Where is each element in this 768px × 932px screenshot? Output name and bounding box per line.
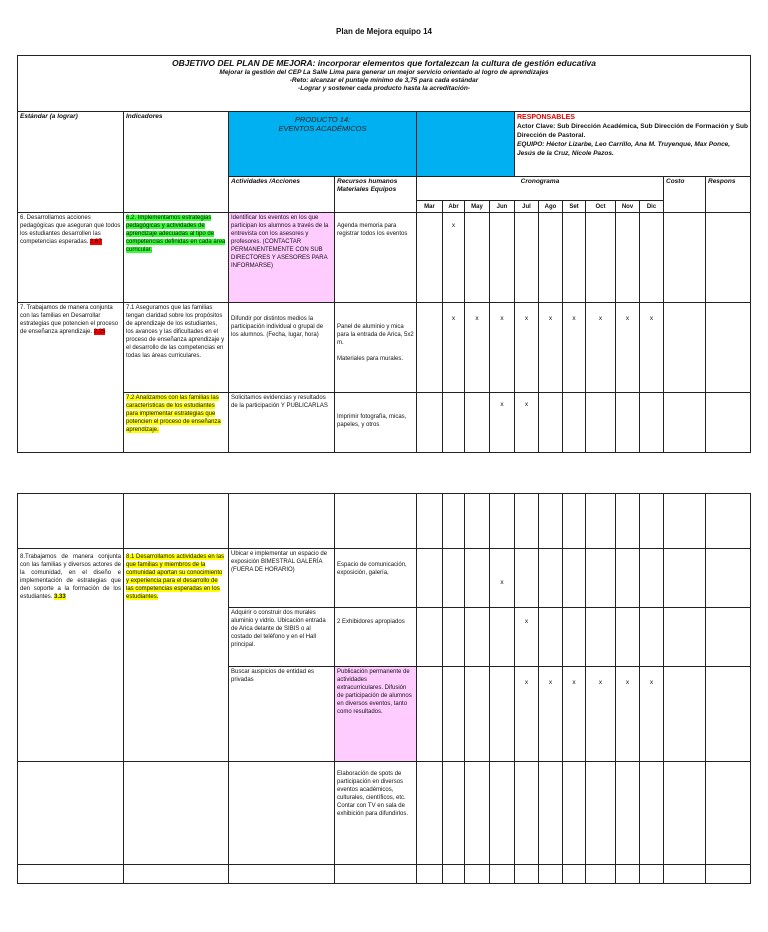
mark-cell [563, 549, 586, 608]
month-ago: Ago [539, 201, 563, 213]
responsables-title: RESPONSABLES [517, 114, 575, 121]
estandar-cell [18, 213, 124, 303]
header-actividades: Actividades /Acciones [229, 177, 335, 213]
header-costo: Costo [664, 177, 706, 213]
mark-cell: x [490, 549, 515, 608]
mark-cell [640, 608, 664, 667]
product-label: PRODUCTO 14: [294, 115, 351, 124]
mark-cell: x [616, 667, 640, 762]
mark-cell: x [563, 667, 586, 762]
costo-cell [664, 608, 706, 667]
table-row [18, 393, 751, 453]
mark-cell: x [640, 303, 664, 393]
mark-cell: x [515, 608, 539, 667]
respons-cell [706, 213, 751, 303]
mark-cell [465, 549, 490, 608]
mark-cell [563, 608, 586, 667]
actividad-cell: Solicitamos evidencias y resultados de la participación Y PUBLICARLAS [229, 393, 335, 453]
mark-cell [640, 549, 664, 608]
plan-table-top [17, 55, 751, 453]
mark-cell [563, 393, 586, 453]
mark-cell: x [443, 303, 465, 393]
mark-cell [539, 213, 563, 303]
table-row [18, 762, 751, 865]
month-dic: Dic [640, 201, 664, 213]
mark-cell [616, 549, 640, 608]
mark-cell [443, 608, 465, 667]
mark-cell: x [490, 303, 515, 393]
indicador-text: 7.2 Analizamos con las familias las características de los estudiantes para implementar estrategias que potencien el proceso de enseñanza aprendizaje. [126, 395, 221, 433]
recursos-cell: Elaboración de spots de participación en diversos eventos académicos, culturales, científicos, etc. Contar con TV en sala de exhibición para difundirlos. [335, 762, 417, 865]
mark-cell [443, 393, 465, 453]
table-row [18, 549, 751, 608]
month-may: May [465, 201, 490, 213]
responsables-cell [515, 112, 751, 177]
costo-cell [664, 303, 706, 393]
estandar-cell [18, 303, 124, 453]
mark-cell [465, 608, 490, 667]
product-cell-ext [417, 112, 515, 177]
mark-cell [417, 213, 443, 303]
indicador-cell [124, 213, 229, 303]
mark-cell [616, 608, 640, 667]
table-row [18, 303, 751, 393]
recursos-text: Panel de aluminio y mica para la entrada de Arica, 5x2 m. [337, 324, 414, 346]
mark-cell [539, 608, 563, 667]
month-mar: Mar [417, 201, 443, 213]
indicador-cell [124, 393, 229, 453]
estandar-score: 2.67 [90, 239, 102, 245]
mark-cell [563, 213, 586, 303]
actividad-cell: Identificar los eventos en los que participan los alumnos a través de la entrevista con los asesores y profesores. (CONTACTAR PERMANENTEMENTE CON SUB DIRECTORES Y ASESORES PARA INFORMARSE) [229, 213, 335, 303]
page-title: Plan de Mejora equipo 14 [335, 27, 433, 36]
header-recursos: Recursos humanos Materiales Equipos [335, 177, 417, 213]
mark-cell [586, 213, 616, 303]
mark-cell [586, 393, 616, 453]
mark-cell: x [443, 213, 465, 303]
plan-table-bottom [17, 493, 751, 884]
mark-cell [417, 667, 443, 762]
mark-cell [586, 549, 616, 608]
mark-cell [616, 213, 640, 303]
product-cell [229, 112, 417, 177]
actividad-cell: Buscar auspicios de entidad es privadas [229, 667, 335, 762]
actividad-cell: Adquirir o construir dos murales aluminio y vidrio. Ubicación entrada de Arica delante de SIBIS o al costado del teléfono y en el Hall principal. [229, 608, 335, 667]
month-jun: Jun [490, 201, 515, 213]
respons-cell [706, 303, 751, 393]
mark-cell: x [563, 303, 586, 393]
mark-cell [490, 667, 515, 762]
indicador-cell [124, 549, 229, 762]
estandar-text: 7. Trabajamos de manera conjunta con las familias en Desarrollar estrategias que potencien el proceso de enseñanza aprendizaje. [20, 305, 119, 335]
month-oct: Oct [586, 201, 616, 213]
header-row [18, 112, 751, 177]
mark-cell: x [539, 303, 563, 393]
equipo: EQUIPO: Héctor Lizarbe, Leo Carrillo, Ana M. Truyenque, Max Ponce, Jesús de la Cruz, Nicole Pazos. [517, 141, 731, 157]
objective-line2: Mejorar la gestión del CEP La Salle Lima para generar un mejor servicio orientado al logro de aprendizajes [219, 69, 549, 76]
respons-cell [706, 393, 751, 453]
recursos-cell: Agenda memoria para registrar todos los eventos [335, 213, 417, 303]
mark-cell [443, 667, 465, 762]
mark-cell [465, 213, 490, 303]
recursos-cell: Espacio de comunicación, exposición, galería, [335, 549, 417, 608]
mark-cell [515, 549, 539, 608]
table-row [18, 494, 751, 549]
estandar-text: 8.Trabajamos de manera conjunta con las familias y diversos actores de la comunidad, en el diseño e implementación de estrategias que den soporte a la formación de los estudiantes. [20, 554, 121, 600]
estandar-score: 3.33 [54, 594, 66, 600]
mark-cell [515, 213, 539, 303]
costo-cell [664, 213, 706, 303]
estandar-score: 2.25 [93, 329, 106, 335]
indicador-text: 8.1 Desarrollamos actividades en las que familias y miembros de la comunidad aportan su conocimiento y experiencia para el desarrollo de las competencias esperadas en los estudiantes. [126, 554, 225, 600]
mark-cell [586, 608, 616, 667]
header-indicadores: Indicadores [124, 112, 229, 213]
objective-text: incorporar elementos que fortalezcan la cultura de gestión educativa [317, 58, 597, 68]
recursos-text-2: Materiales para murales. [337, 356, 404, 362]
mark-cell [490, 213, 515, 303]
costo-cell [664, 667, 706, 762]
costo-cell [664, 393, 706, 453]
estandar-cell [18, 549, 124, 762]
mark-cell: x [640, 667, 664, 762]
costo-cell [664, 549, 706, 608]
mark-cell [465, 393, 490, 453]
mark-cell: x [616, 303, 640, 393]
recursos-cell: Imprimir fotografía, micas, papeles, y otros [335, 393, 417, 453]
indicador-text: 6.2. Implementamos estrategias pedagógicas y actividades de aprendizaje adecuadas al tipo de competencias definidas en cada área curricular. [126, 215, 226, 253]
actividad-cell: Difundir por distintos medios la participación individual o grupal de los alumnos. (Fecha, lugar, hora) [229, 303, 335, 393]
table-row [18, 865, 751, 884]
mark-cell [640, 393, 664, 453]
mark-cell [490, 608, 515, 667]
month-abr: Abr [443, 201, 465, 213]
header-estandar: Estándar (a lograr) [18, 112, 124, 213]
mark-cell: x [490, 393, 515, 453]
mark-cell [465, 667, 490, 762]
recursos-cell: Publicación permanente de actividades extracurriculares. Difusión de participación de alumnos en diversos eventos, tanto como resultados. [335, 667, 417, 762]
objective-line4: -Lograr y sostener cada producto hasta la acreditación- [298, 85, 470, 92]
objective-label: OBJETIVO DEL PLAN DE MEJORA: [172, 58, 316, 68]
header-respons: Respons [706, 177, 751, 213]
product-name: EVENTOS ACADÉMICOS [278, 124, 367, 133]
mark-cell [640, 213, 664, 303]
mark-cell [417, 549, 443, 608]
mark-cell [539, 549, 563, 608]
respons-cell [706, 608, 751, 667]
actividad-cell: Ubicar e implementar un espacio de exposición BIMESTRAL GALERÍA (FUERA DE HORARIO) [229, 549, 335, 608]
mark-cell: x [515, 393, 539, 453]
mark-cell: x [515, 667, 539, 762]
mark-cell [417, 393, 443, 453]
header-cronograma: Cronograma [417, 177, 664, 201]
indicador-cell: 7.1 Aseguramos que las familias tengan claridad sobre los propósitos de aprendizaje de los estudiantes, los avances y las dificultades en el proceso de enseñanza aprendizaje y el desarrollo de las competencias en todas las áreas curriculares. [124, 303, 229, 393]
respons-cell [706, 667, 751, 762]
mark-cell [417, 303, 443, 393]
objective-line3: -Reto: alcanzar el puntaje mínimo de 3,75 para cada estándar [289, 77, 479, 84]
month-nov: Nov [616, 201, 640, 213]
recursos-cell [335, 303, 417, 393]
mark-cell: x [586, 303, 616, 393]
mark-cell [539, 393, 563, 453]
estandar-text: 6. Desarrollamos acciones pedagógicas que aseguran que todos los estudiantes desarrollen las competencias esperadas. [20, 215, 121, 245]
mark-cell: x [465, 303, 490, 393]
mark-cell [417, 608, 443, 667]
month-jul: Jul [515, 201, 539, 213]
mark-cell [616, 393, 640, 453]
mark-cell [443, 549, 465, 608]
recursos-cell: 2 Exhibidores apropiados [335, 608, 417, 667]
actor-clave: Actor Clave: Sub Dirección Académica, Sub Dirección de Formación y Sub Dirección de Pastoral. [517, 123, 748, 139]
mark-cell: x [515, 303, 539, 393]
respons-cell [706, 549, 751, 608]
objective-row [18, 56, 751, 112]
month-set: Set [563, 201, 586, 213]
mark-cell: x [539, 667, 563, 762]
table-row [18, 213, 751, 303]
mark-cell: x [586, 667, 616, 762]
